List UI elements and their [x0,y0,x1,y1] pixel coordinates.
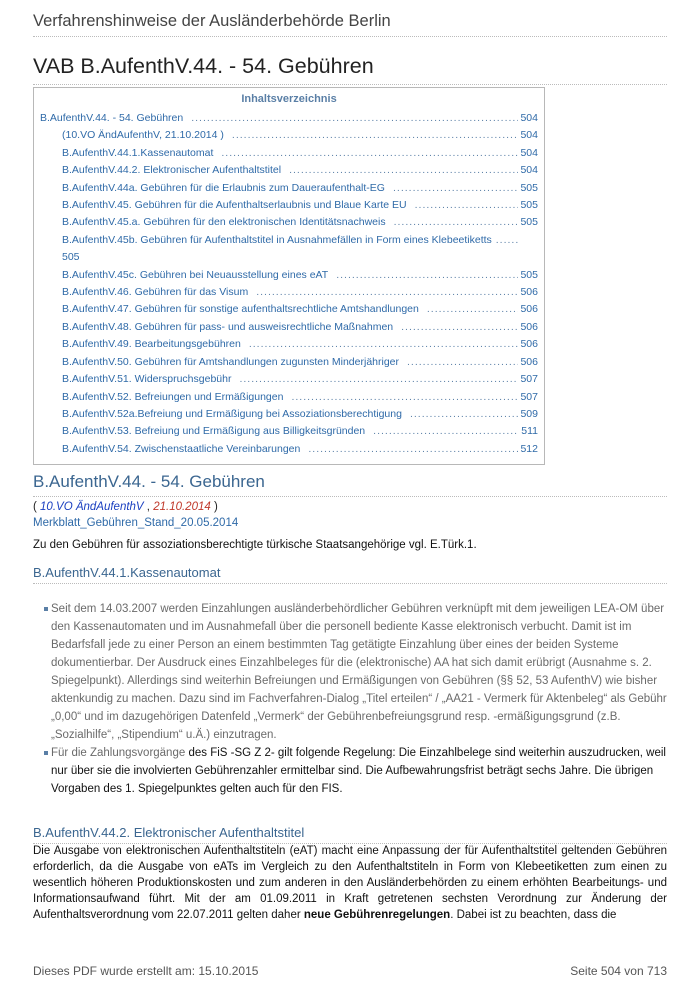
running-header: Verfahrenshinweise der Ausländerbehörde Berlin [33,12,667,37]
toc-entry-page: 506 [520,303,538,316]
toc-entry-page: 504 [520,146,538,159]
toc-entry-label: B.AufenthV.44. - 54. Gebühren [40,112,184,124]
toc-entry[interactable] [40,354,538,371]
toc-entry[interactable] [40,423,538,440]
toc-entry-label: B.AufenthV.45b. Gebühren für Aufenthaltstitel in Ausnahmefällen in Form eines Klebeetiketts [62,233,492,246]
list-item [45,744,667,798]
toc-leader [232,127,519,144]
toc-entry-page: 509 [520,407,538,420]
toc-entry[interactable] [40,180,538,197]
toc-entry-page: 505 [520,216,538,229]
toc-entry-label: B.AufenthV.50. Gebühren für Amtshandlungen zugunsten Minderjähriger [62,355,400,368]
toc-entry-label: B.AufenthV.45. Gebühren für die Aufenthaltserlaubnis und Blaue Karte EU [62,199,407,212]
ordinance-link[interactable]: 10.VO ÄndAufenthV [40,501,144,513]
toc-leader [191,110,518,127]
toc-entry-label: B.AufenthV.44.1.Kassenautomat [62,146,214,159]
list-item [45,600,667,744]
toc-entry-page: 511 [521,425,538,438]
bullet-text-2-rest: des FiS -SG Z 2- gilt folgende Regelung: Die Einzahlbelege sind weiterhin auszudrucken, weil nur über sie die involvierten Gebührenzahler ermittelbar sind. Die Aufbewahrungsfrist beträgt sechs Jahre. Die übrigen Vorgaben des 1. Spiegelpunktes gelten auch für den FIS. [51,747,666,795]
toc-entry-label: B.AufenthV.46. Gebühren für das Visum [62,286,249,299]
bullet-text-1: Seit dem 14.03.2007 werden Einzahlungen ausländerbehördlicher Gebühren verknüpft mit dem jeweiligen LEA-OM über den Kassenautomaten und im Ausnahmefall über die personell bediente Kasse elektronisch verbucht. Damit ist im Bedarfsfall jede zu einer Person an einem bestimmten Tag getätigte Einzahlung über eines der beiden Systeme dokumentierbar. Der Ausdruck eines Einzahlbeleges für die (elektronische) AA hat sich damit erübrigt (Ausnahme s. 2. Spiegelpunkt). Allerdings sind weiterhin Befreiungen und Ermäßigungen von Gebühren (§§ 52, 53 AufenthV) wie bisher aktenkundig zu machen. Dazu sind im Fachverfahren-Dialog „Titel erteilen“ / „AA21 - Vermerk für Aktenbeleg“ als Gebühr „0,00“ und im dazugehörigen Datenfeld „Vermerk“ der Gebührenbefreiungsgrund resp. -ermäßigungsgrund (z.B. „Sozialhilfe“, „Stipendium“ u.Ä.) einzutragen. [51,603,667,741]
paragraph-44-2 [33,843,667,923]
toc-leader [407,354,518,371]
toc-entry-page: 512 [520,442,538,455]
toc-entry-label: B.AufenthV.44a. Gebühren für die Erlaubnis zum Daueraufenthalt-EG [62,181,385,194]
toc-entry-label: B.AufenthV.49. Bearbeitungsgebühren [62,338,241,351]
toc-entry-page: 506 [520,286,538,299]
toc-entry-page: 507 [520,390,538,403]
toc-entry[interactable] [40,284,538,301]
toc-leader [289,162,518,179]
toc-leader: ...... [491,233,520,246]
toc-leader [401,319,518,336]
merkblatt-link[interactable]: Merkblatt_Gebühren_Stand_20.05.2014 [33,517,239,529]
paragraph-bold: neue Gebührenregelungen [303,909,451,921]
toc-leader [249,336,519,353]
toc-entry-label: B.AufenthV.47. Gebühren für sonstige aufenthaltsrechtliche Amtshandlungen [62,303,419,316]
toc-entry-page: 506 [520,338,538,351]
toc-leader [410,406,519,423]
toc-leader [221,145,518,162]
page-footer [33,964,667,978]
toc-leader [373,423,519,440]
toc-entry-label: B.AufenthV.52a.Befreiung und Ermäßigung bei Assoziationsberechtigung [62,407,402,420]
toc-entry-page: 507 [520,373,538,386]
toc-leader [394,214,519,231]
toc-leader [239,371,518,388]
toc-entry-label: B.AufenthV.52. Befreiungen und Ermäßigungen [62,390,284,403]
toc-entry[interactable] [40,232,538,267]
toc-list [40,110,538,458]
toc-entry[interactable] [40,301,538,318]
toc-entry[interactable] [40,441,538,458]
bullet-list-44-1 [45,600,667,798]
page-title: VAB B.AufenthV.44. - 54. Gebühren [33,54,667,85]
bullet-text-2-start: Für die Zahlungsvorgänge [51,747,189,759]
toc-entry[interactable] [40,214,538,231]
toc-entry[interactable] [40,336,538,353]
toc-leader [415,197,519,214]
toc-leader [427,301,519,318]
toc-entry[interactable] [40,145,538,162]
toc-entry[interactable] [40,127,538,144]
footer-page-number: Seite 504 von 713 [570,964,667,978]
footer-created-date: Dieses PDF wurde erstellt am: 15.10.2015 [33,964,259,978]
section-heading-main: B.AufenthV.44. - 54. Gebühren [33,472,667,497]
toc-entry-label: B.AufenthV.53. Befreiung und Ermäßigung aus Billigkeitsgründen [62,425,366,438]
section-heading-44-2: B.AufenthV.44.2. Elektronischer Aufenthaltstitel [33,825,667,844]
toc-entry-page: 506 [520,320,538,333]
toc-entry-label: B.AufenthV.48. Gebühren für pass- und ausweisrechtliche Maßnahmen [62,320,394,333]
toc-entry-page: 505 [520,268,538,281]
paragraph-text-end: . Dabei ist zu beachten, dass die [450,909,617,921]
toc-leader [256,284,518,301]
paragraph-text: Die Ausgabe von elektronischen Aufenthaltstiteln (eAT) macht eine Anpassung der für Aufenthaltstitel geltenden Gebühren erforderlich, da die Ausgabe von eATs im Vergleich zu den Aufenthaltstiteln in Form von Klebeetiketten zum einen zu wesentlich höheren Produktionskosten und zum anderen in den Ausländerbehörden zu einem erhöhten Bearbeitungs- und Informationsaufwand führt. Mit der am 01.09.2011 in Kraft getretenen sechsten Verordnung zur Änderung der Aufenthaltsverordnung vom 22.07.2011 gelten daher [33,845,667,921]
toc-entry-label: B.AufenthV.51. Widerspruchsgebühr [62,373,232,386]
ref-open: ( [33,501,41,513]
reference-line [33,501,218,513]
table-of-contents [33,87,545,465]
toc-entry[interactable] [40,319,538,336]
section-heading-44-1: B.AufenthV.44.1.Kassenautomat [33,565,667,584]
toc-entry[interactable] [40,406,538,423]
toc-entry-page: 505 [520,199,538,212]
toc-entry-label: B.AufenthV.54. Zwischenstaatliche Vereinbarungen [62,442,301,455]
toc-leader [308,441,518,458]
toc-entry-page: 504 [520,164,538,177]
toc-entry-label: B.AufenthV.45c. Gebühren bei Neuausstellung eines eAT [62,268,329,281]
toc-entry-page: 504 [520,129,538,142]
toc-entry-label: (10.VO ÄndAufenthV, 21.10.2014 ) [62,129,224,142]
toc-entry[interactable] [40,162,538,179]
toc-entry[interactable] [40,110,538,127]
toc-entry-label: B.AufenthV.44.2. Elektronischer Aufenthaltstitel [62,164,282,177]
toc-entry-page: 505 [520,181,538,194]
toc-leader [291,389,518,406]
ref-sep: , [143,501,154,513]
toc-entry[interactable] [40,267,538,284]
toc-leader [336,267,518,284]
toc-entry-page: 505 [62,251,80,264]
ordinance-date: 21.10.2014 [153,501,211,513]
toc-title: Inhaltsverzeichnis [241,93,337,105]
toc-entry-page: 506 [520,355,538,368]
toc-entry-page: 504 [520,112,538,124]
toc-entry[interactable] [40,197,538,214]
toc-entry-label: B.AufenthV.45.a. Gebühren für den elektronischen Identitätsnachweis [62,216,386,229]
toc-entry[interactable] [40,371,538,388]
ref-close: ) [210,501,218,513]
toc-leader [393,180,518,197]
toc-entry[interactable] [40,389,538,406]
note-paragraph: Zu den Gebühren für assoziationsberechtigte türkische Staatsangehörige vgl. E.Türk.1. [33,539,477,551]
